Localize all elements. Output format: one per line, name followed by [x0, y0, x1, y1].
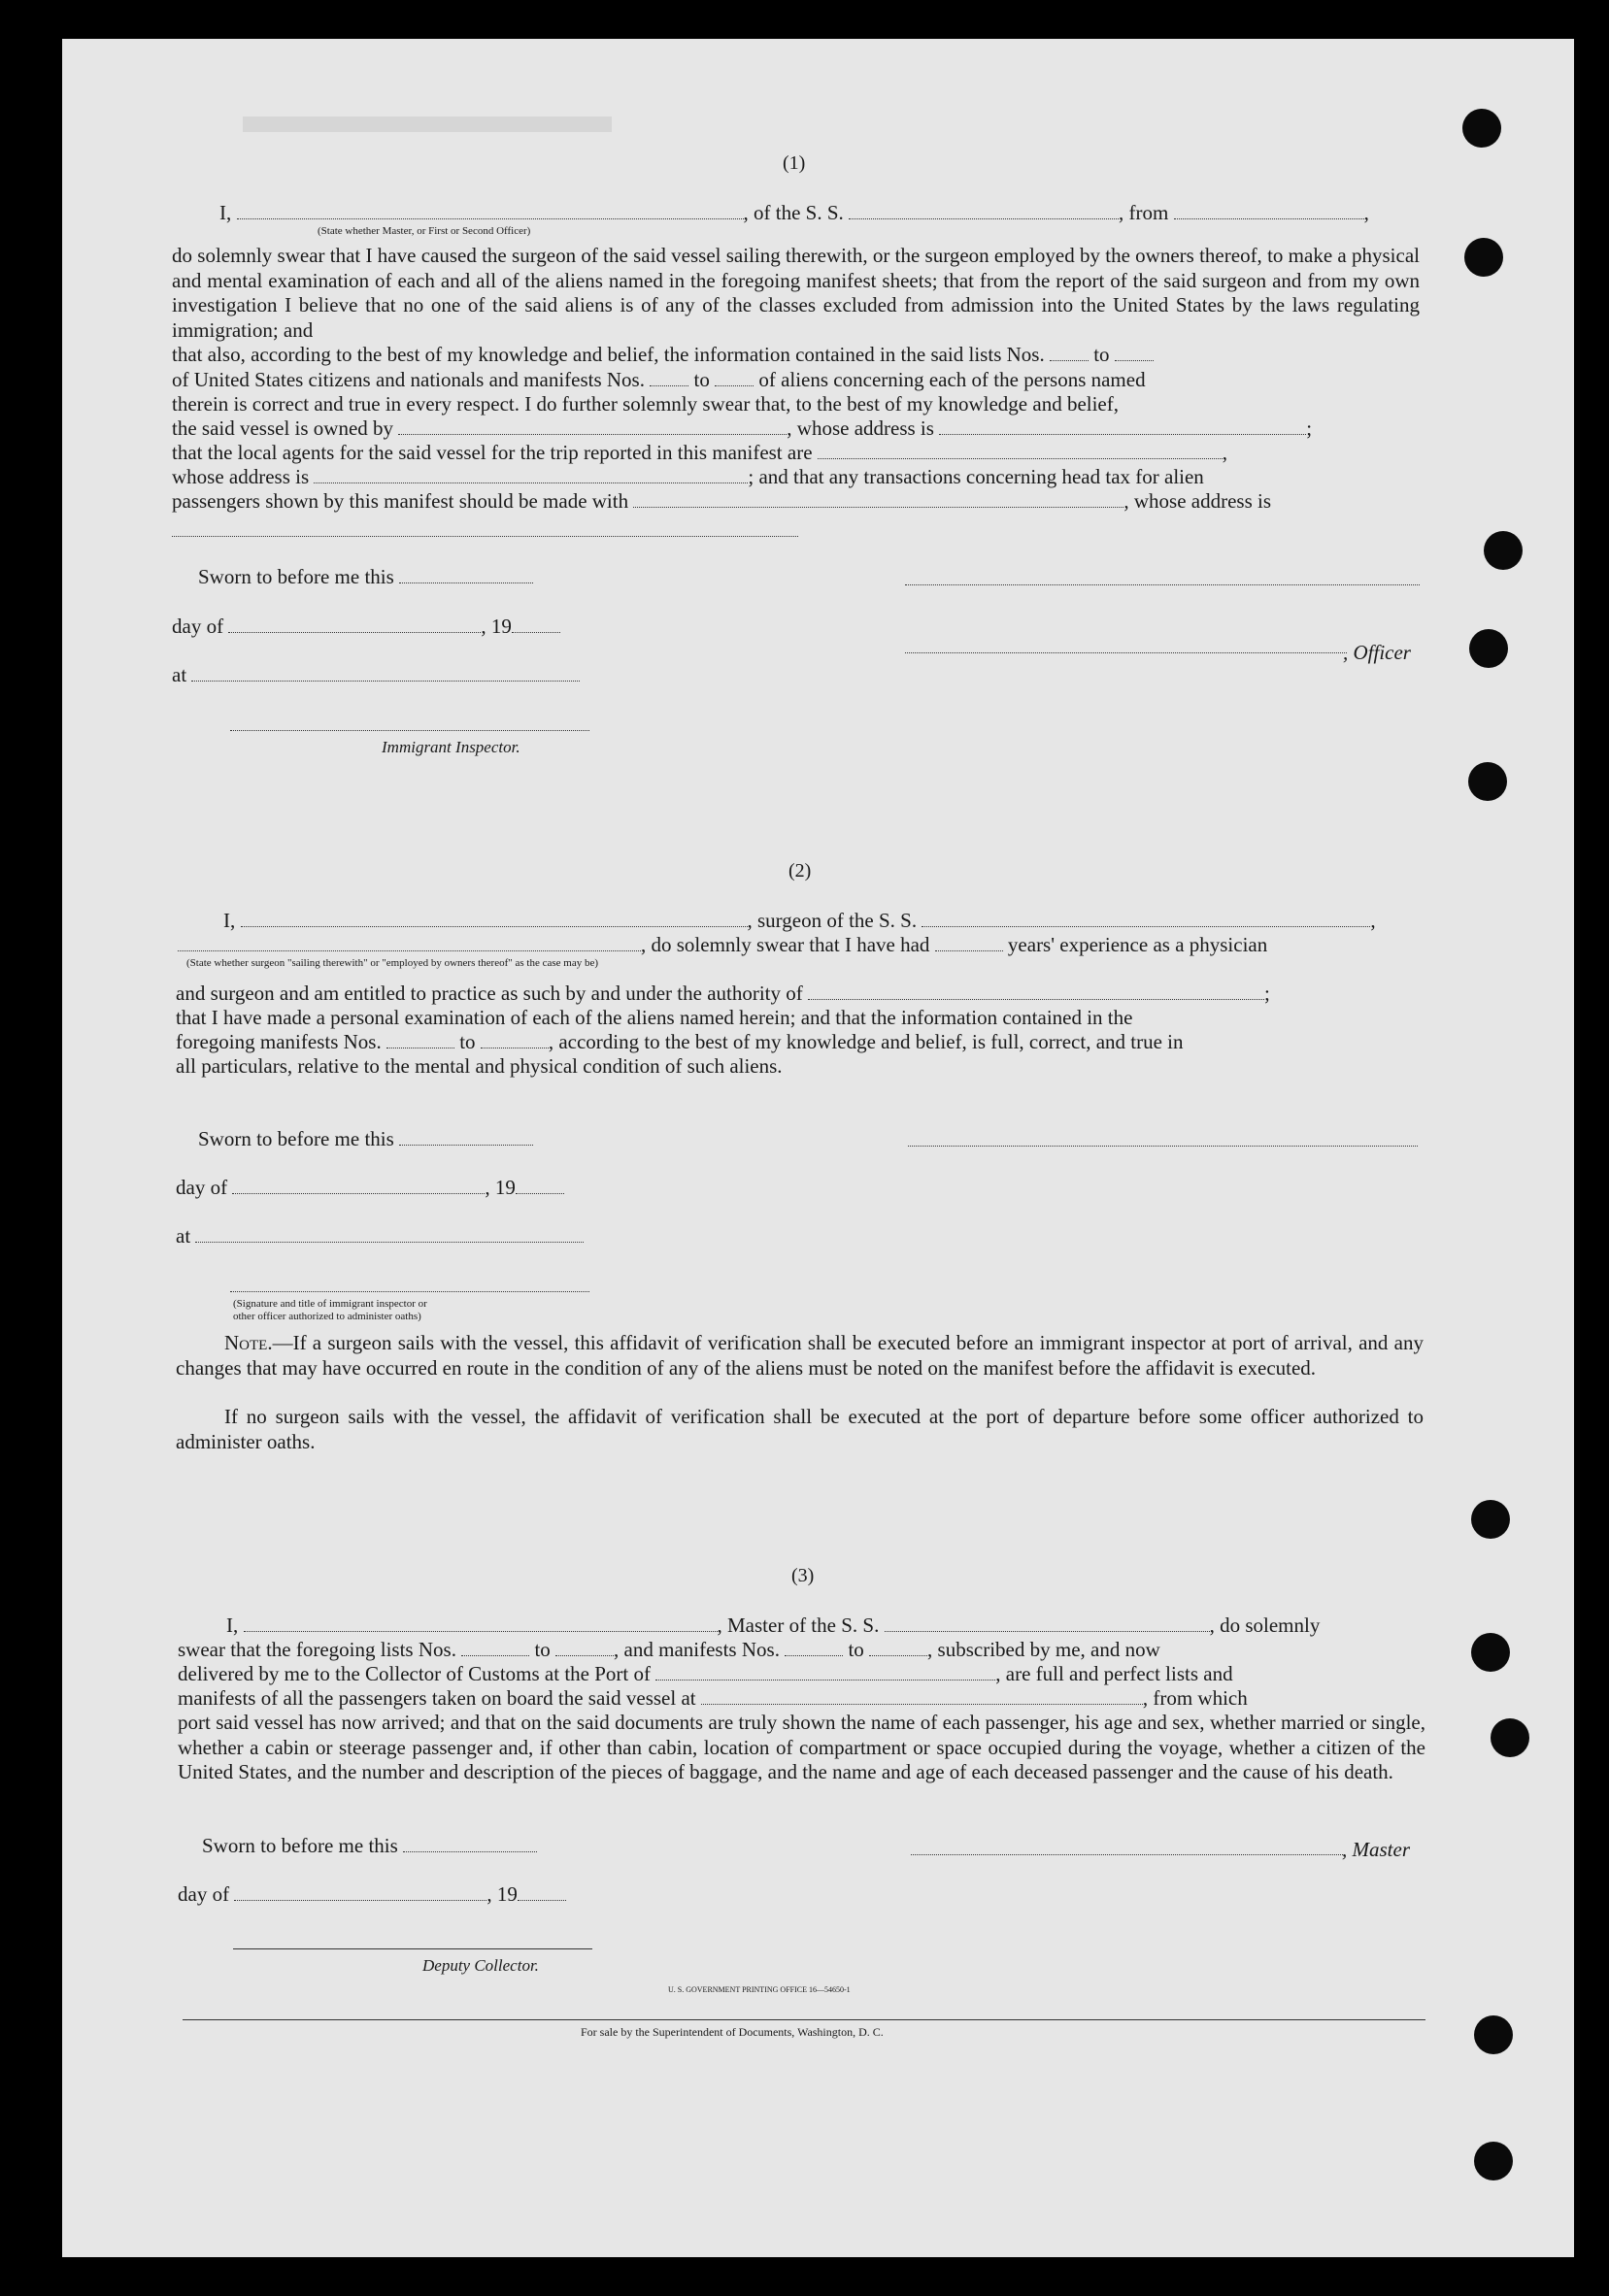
inspector-title: Immigrant Inspector. [382, 738, 520, 756]
punch-hole [1474, 2015, 1513, 2054]
punch-hole [1471, 1633, 1510, 1672]
inspector-blank[interactable] [230, 730, 589, 731]
headtax-line: passengers shown by this manifest should be made with , whose address is [172, 489, 1272, 513]
signature-blank[interactable] [905, 584, 1420, 585]
oath-paragraph: port said vessel has now arrived; and that on the said documents are truly shown the name of each passenger, his age and sex, whether married or single, whether a cabin or steerage passenger and, if other than cabin, location of compartment or space occupied during the voyage, whether a citizen of the United States, and the number and description of the pieces of baggage, and the name and age of each deceased passenger and the cause of his death. [178, 1711, 1425, 1783]
oath-paragraph: do solemnly swear that I have caused the surgeon of the said vessel sailing therewith, or the surgeon employed by the owners thereof, to make a physical and mental examination of each and all of the aliens named in the foregoing manifest sheets; that from the report of the said surgeon and from my own investigation I believe that no one of the said aliens is of any of the classes excluded from admission into the United States by the laws regulating immigration; and [172, 244, 1420, 342]
sale-notice: For sale by the Superintendent of Documents, Washington, D. C. [581, 2025, 884, 2039]
punch-hole [1468, 762, 1507, 801]
oath-line: that also, according to the best of my knowledge and belief, the information contained in the said lists Nos. to [172, 343, 1154, 367]
punch-hole [1484, 531, 1523, 570]
punch-hole [1464, 238, 1503, 277]
oath-line: , do solemnly swear that I have had years' experience as a physician [178, 933, 1267, 957]
at-line: at [176, 1224, 584, 1248]
signature-caption: (Signature and title of immigrant inspector or [233, 1298, 427, 1310]
oath-line: therein is correct and true in every respect. I do further solemnly swear that, to the best of my knowledge and belief, [172, 392, 1119, 416]
field-hint: (State whether surgeon "sailing therewith" or "employed by owners thereof" as the case may be) [186, 957, 599, 969]
oath-line: of United States citizens and nationals and manifests Nos. to of aliens concerning each of the persons named [172, 368, 1146, 391]
bleed-through [243, 116, 612, 132]
section-number: (2) [788, 860, 812, 882]
field-hint: (State whether Master, or First or Second Officer) [318, 225, 531, 237]
punch-hole [1469, 629, 1508, 668]
punch-hole [1471, 1500, 1510, 1539]
punch-hole [1491, 1718, 1529, 1757]
oath-line: all particulars, relative to the mental and physical condition of such aliens. [176, 1054, 783, 1078]
note-paragraph: If no surgeon sails with the vessel, the affidavit of verification shall be executed at the port of departure before some officer authorized to administer oaths. [176, 1405, 1424, 1453]
inspector-blank[interactable] [230, 1291, 589, 1292]
sworn-label: Sworn to before me this [198, 1127, 533, 1151]
day-line: day of , 19 [176, 1176, 564, 1200]
section-number: (1) [783, 152, 806, 174]
day-line: day of , 19 [178, 1882, 566, 1907]
deputy-title: Deputy Collector. [422, 1956, 539, 1975]
oath-line: I, , of the S. S. , from , [219, 201, 1369, 224]
oath-line: I, , surgeon of the S. S. , [223, 909, 1376, 932]
signature-caption: other officer authorized to administer oaths) [233, 1311, 421, 1322]
master-blank[interactable] [911, 1854, 1343, 1855]
manifest-line: foregoing manifests Nos. to , according to the best of my knowledge and belief, is full, correct, and true in [176, 1030, 1184, 1053]
oath-line: that I have made a personal examination of each of the aliens named herein; and that the information contained in the [176, 1006, 1133, 1029]
oath-line: I, , Master of the S. S. , do solemnly [226, 1614, 1321, 1637]
agents-line: that the local agents for the said vessel for the trip reported in this manifest are , [172, 441, 1228, 464]
footer-rule [183, 2019, 1425, 2020]
owner-line: the said vessel is owned by , whose address is ; [172, 416, 1313, 440]
address-blank[interactable] [172, 536, 798, 537]
sworn-label: Sworn to before me this [198, 565, 533, 589]
port-line: delivered by me to the Collector of Customs at the Port of , are full and perfect lists and [178, 1662, 1233, 1685]
port-line: manifests of all the passengers taken on board the said vessel at , from which [178, 1686, 1248, 1710]
section-number: (3) [791, 1565, 815, 1586]
lists-line: swear that the foregoing lists Nos. to , and manifests Nos. to , subscribed by me, and now [178, 1638, 1160, 1661]
authority-line: and surgeon and am entitled to practice as such by and under the authority of ; [176, 982, 1270, 1005]
address-line: whose address is ; and that any transactions concerning head tax for alien [172, 465, 1204, 488]
punch-hole [1474, 2142, 1513, 2180]
officer-label: , Officer [1343, 641, 1411, 664]
at-line: at [172, 663, 580, 687]
officer-blank[interactable] [905, 652, 1347, 653]
master-label: , Master [1342, 1838, 1410, 1861]
day-line: day of , 19 [172, 615, 560, 639]
note-paragraph: Note.—If a surgeon sails with the vessel, this affidavit of verification shall be executed before an immigrant inspector at port of arrival, and any changes that may have occurred en route in the condition of any of the aliens must be noted on the manifest before the affidavit is executed. [176, 1331, 1424, 1380]
deputy-blank[interactable] [233, 1948, 592, 1949]
sworn-label: Sworn to before me this [202, 1834, 537, 1858]
punch-hole [1462, 109, 1501, 148]
printing-office-mark: U. S. GOVERNMENT PRINTING OFFICE 16—54650-1 [668, 1985, 851, 1994]
signature-blank[interactable] [908, 1146, 1418, 1147]
